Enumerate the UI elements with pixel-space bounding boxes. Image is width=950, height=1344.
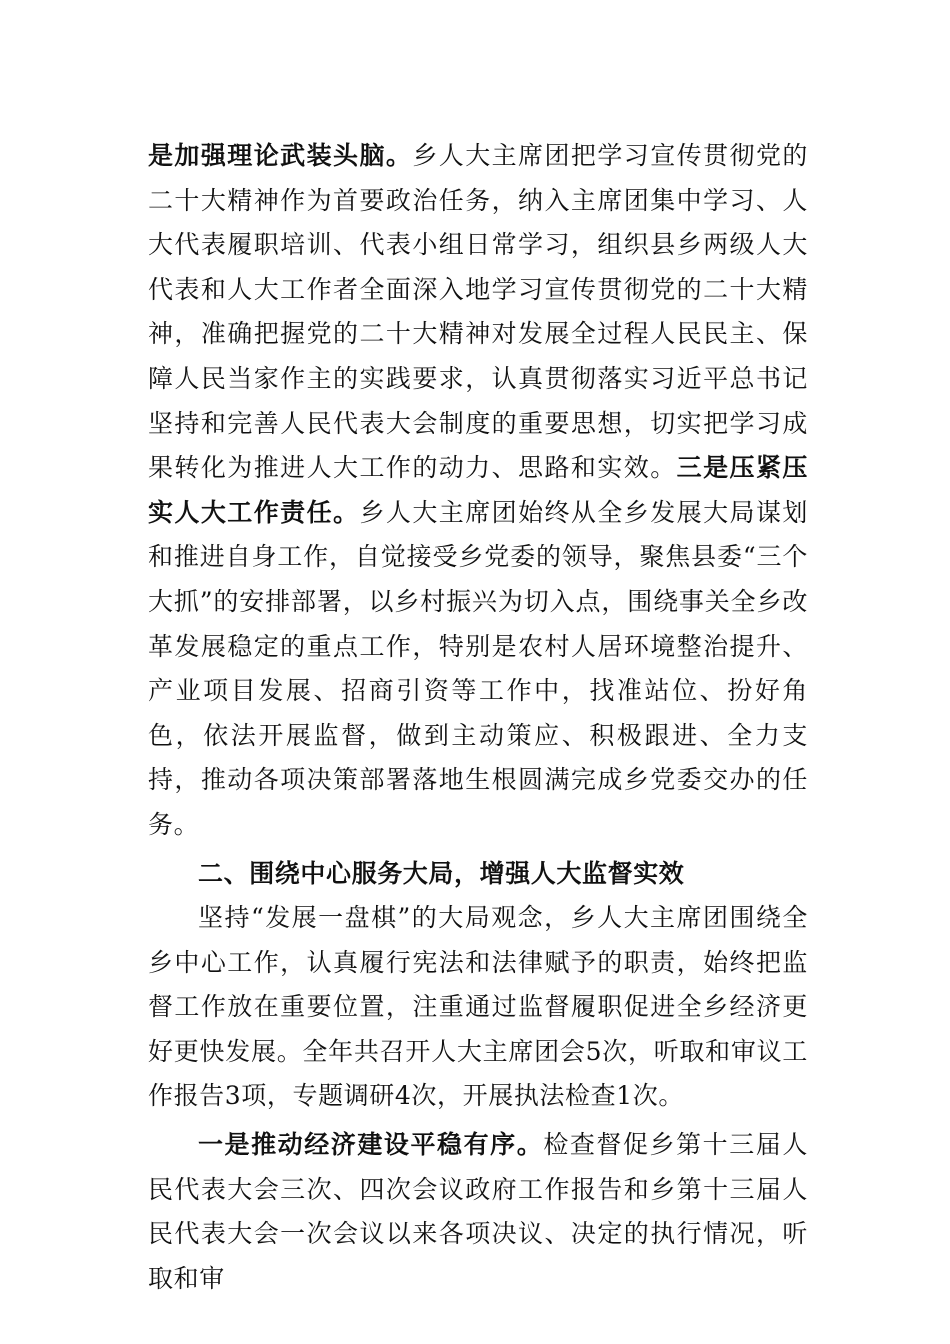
section-body-paragraph: 坚持“发展一盘棋”的大局观念，乡人大主席团围绕全乡中心工作，认真履行宪法和法律赋予的职责，始终把监督工作放在重要位置，注重通过监督履职促进全乡经济更好更快发展。全年共召开人大主席团会5次，听取和审议工作报告3项，专题调研4次，开展执法检查1次。 [148, 903, 808, 1111]
paragraph-text-theory: 乡人大主席团把学习宣传贯彻党的二十大精神作为首要政治任务，纳入主席团集中学习、人大代表履职培训、代表小组日常学习，组织县乡两级人大代表和人大工作者全面深入地学习宣传贯彻党的二十大精神，准确把握党的二十大精神对发展全过程人民民主、保障人民当家作主的实践要求，认真贯彻落实习近平总书记坚持和完善人民代表大会制度的重要思想，切实把学习成果转化为推进人大工作的动力、思路和实效。 [148, 141, 808, 483]
paragraph-lead-responsibility: 三是压紧压实人大工作责任。 [148, 453, 808, 527]
paragraph-lead-theory: 是加强理论武装头脑。 [148, 141, 413, 170]
paragraph-text-responsibility: 乡人大主席团始终从全乡发展大局谋划和推进自身工作，自觉接受乡党委的领导，聚焦县委“三个大抓”的安排部署，以乡村振兴为切入点，围绕事关全乡改革发展稳定的重点工作，特别是农村人居环境整治提升、产业项目发展、招商引资等工作中，找准站位、扮好角色，依法开展监督，做到主动策应、积极跟进、全力支持，推动各项决策部署落地生根圆满完成乡党委交办的任务。 [148, 497, 808, 839]
paragraph-theory-and-responsibility [148, 134, 808, 848]
paragraph-economic-construction [148, 1123, 808, 1301]
section-heading: 二、围绕中心服务大局，增强人大监督实效 [198, 858, 685, 888]
document-page [148, 134, 808, 1301]
paragraph-text-economic: 检查督促乡第十三届人民代表大会三次、四次会议政府工作报告和乡第十三届人民代表大会一次会议以来各项决议、决定的执行情况，听取和审 [148, 1130, 808, 1293]
paragraph-lead-economic: 一是推动经济建设平稳有序。 [198, 1130, 544, 1160]
